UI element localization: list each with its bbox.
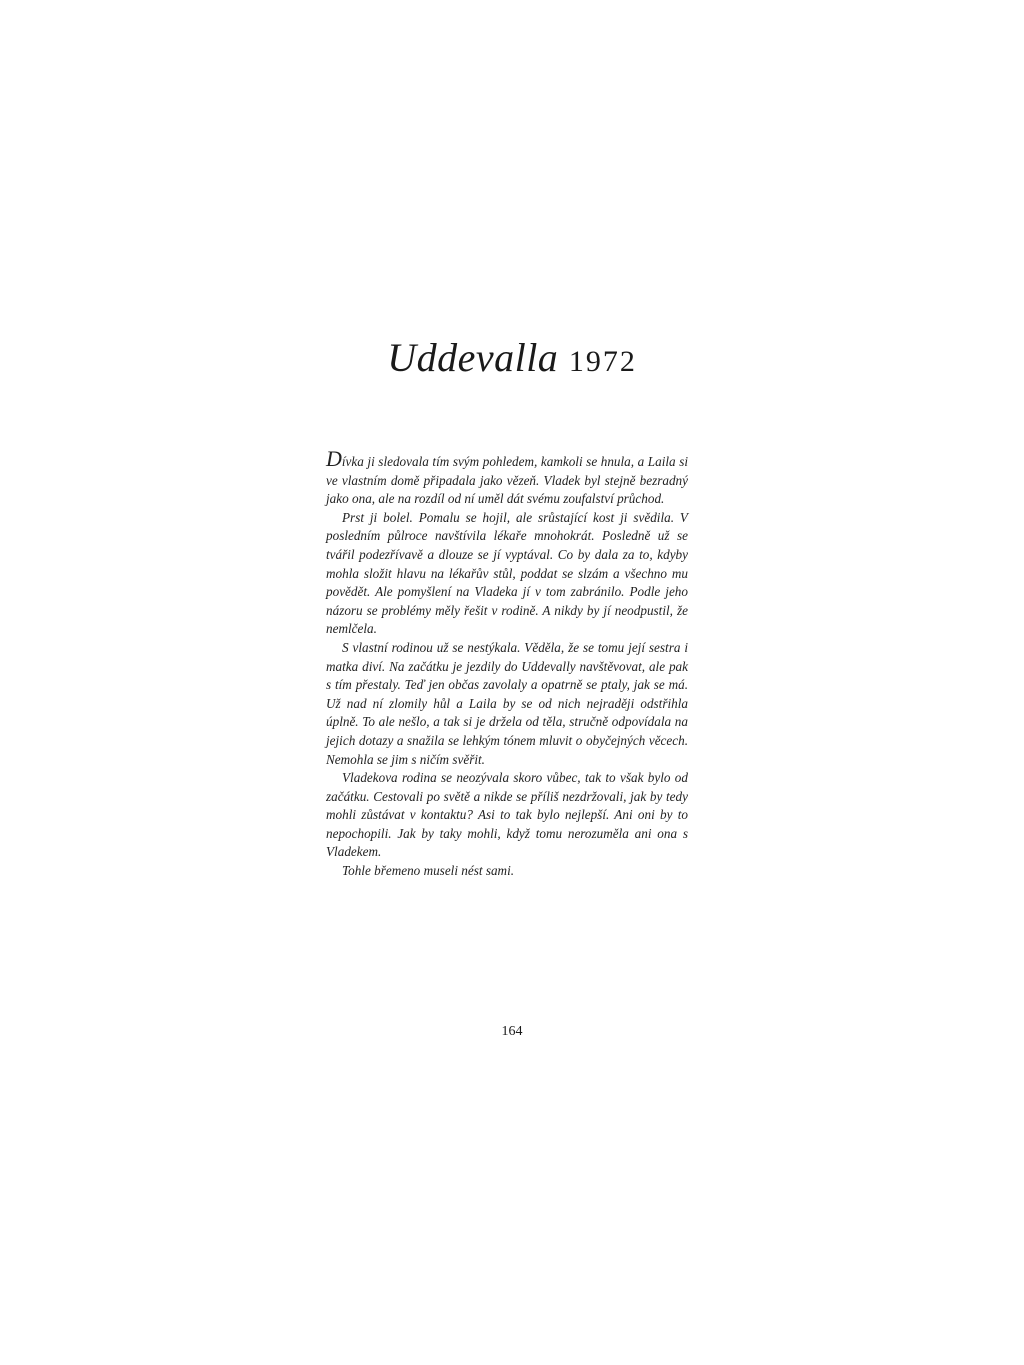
paragraph-1: [326, 446, 688, 509]
chapter-title-text: Uddevalla: [387, 335, 559, 380]
page-number: 164: [501, 1024, 523, 1039]
drop-cap: D: [326, 446, 342, 471]
paragraph-2: Prst ji bolel. Pomalu se hojil, ale srůstající kost ji svědila. V posledním půlroce navštívila lékaře mnohokrát. Posledně už se tvářil podezřívavě a dlouze se jí vyptával. Co by dala za to, kdyby mohla složit hlavu na lékařův stůl, poddat se slzám a všechno mu povědět. Ale pomyšlení na Vladeka jí v tom zabránilo. Podle jeho názoru se problémy měly řešit v rodině. A nikdy by jí neodpustil, že nemlčela.: [326, 509, 688, 637]
chapter-body: [326, 446, 688, 881]
chapter-title-year: 1972: [568, 345, 637, 378]
chapter-title: [0, 334, 1024, 381]
paragraph-text: ívka ji sledovala tím svým pohledem, kamkoli se hnula, a Laila si ve vlastním domě připadala jako vězeň. Vladek byl stejně bezradný jako ona, ale na rozdíl od ní uměl dát svému zoufalství průchod.: [326, 454, 688, 507]
paragraph-3: S vlastní rodinou už se nestýkala. Věděla, že se tomu její sestra i matka diví. Na začátku je jezdily do Uddevally navštěvovat, ale pak s tím přestaly. Teď jen občas zavolaly a opatrně se ptaly, jak se má. Už nad ní zlomily hůl a Laila by se od nich nejraději odstřihla úplně. To ale nešlo, a tak si je držela od těla, stručně odpovídala na jejich dotazy a snažila se lehkým tónem mluvit o obyčejných věcech. Nemohla se jim s ničím svěřit.: [326, 639, 688, 767]
paragraph-5: Tohle břemeno museli nést sami.: [342, 863, 515, 879]
paragraph-4: Vladekova rodina se neozývala skoro vůbec, tak to však bylo od začátku. Cestovali po světě a nikde se příliš nezdržovali, jak by tedy mohli zůstávat v kontaktu? Asi to tak bylo nejlepší. Ani oni by to nepochopili. Jak by taky mohli, když tomu nerozuměla ani ona s Vladekem.: [326, 770, 688, 860]
